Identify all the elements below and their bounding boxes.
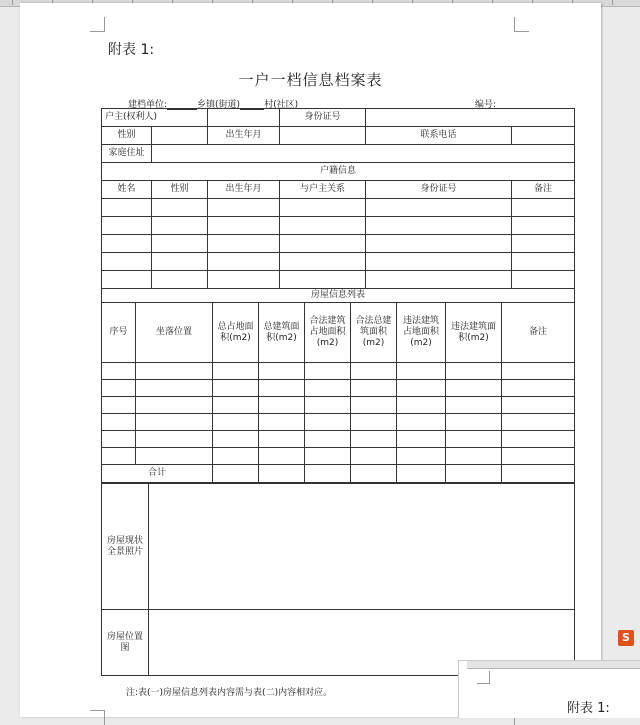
page-title: 一户一档信息档案表 [238, 71, 383, 89]
column-header: 总建筑面积(m2) [259, 303, 305, 363]
appendix-label: 附表 1: [108, 42, 155, 58]
owner-household-table [101, 108, 575, 289]
input-method-s-icon[interactable]: S [618, 630, 634, 646]
column-header: 备注 [512, 181, 575, 199]
next-page-ruler [467, 661, 640, 669]
panorama-photo-label: 房屋现状全景照片 [102, 484, 149, 610]
column-header: 性别 [152, 181, 208, 199]
housing-table [101, 288, 575, 483]
id-number-label: 身份证号 [280, 109, 366, 127]
column-header: 出生年月 [208, 181, 280, 199]
housing-header-row [102, 303, 575, 363]
table-row[interactable] [102, 414, 575, 431]
column-header: 违法建筑面积(m2) [446, 303, 502, 363]
column-header: 序号 [102, 303, 136, 363]
birth-date-value-cell[interactable] [280, 127, 366, 145]
column-header: 与户主关系 [280, 181, 366, 199]
phone-value-cell[interactable] [512, 127, 575, 145]
total-row[interactable] [102, 465, 575, 483]
column-header: 坐落位置 [136, 303, 213, 363]
margin-corner-bottom-left [90, 710, 105, 725]
owner-value-cell[interactable] [208, 109, 280, 127]
table-row[interactable] [102, 380, 575, 397]
gender-value-cell[interactable] [152, 127, 208, 145]
table-row[interactable] [102, 253, 575, 271]
total-label: 合计 [102, 465, 213, 483]
table-row[interactable] [102, 271, 575, 289]
next-page-margin-corner [477, 671, 490, 684]
column-header: 总占地面积(m2) [213, 303, 259, 363]
column-header: 备注 [502, 303, 575, 363]
table-row[interactable] [102, 448, 575, 465]
photo-location-table [101, 483, 575, 676]
margin-corner-top-right [514, 17, 529, 32]
margin-corner-top-left [90, 17, 105, 32]
number-label: 编号: [475, 100, 497, 110]
housing-section-title: 房屋信息列表 [102, 289, 575, 303]
column-header: 合法总建筑面积(m2) [351, 303, 397, 363]
column-header: 姓名 [102, 181, 152, 199]
location-map-label: 房屋位置图 [102, 610, 149, 676]
table-row[interactable] [102, 397, 575, 414]
id-number-value-cell[interactable] [366, 109, 575, 127]
footnote: 注:表(一)房屋信息列表内容需与表(二)内容相对应。 [126, 688, 333, 698]
household-section-title: 户籍信息 [102, 163, 575, 181]
village-label: 村(社区) [264, 100, 299, 110]
next-page-appendix-label: 附表 1: [567, 701, 610, 716]
birth-date-label: 出生年月 [208, 127, 280, 145]
town-label: 乡镇(街道) [197, 100, 241, 110]
table-row[interactable] [102, 431, 575, 448]
table-row[interactable] [102, 235, 575, 253]
filing-unit-label: 建档单位: [128, 100, 168, 110]
column-header: 身份证号 [366, 181, 512, 199]
table-row[interactable] [102, 217, 575, 235]
column-header: 违法建筑占地面积(m2) [397, 303, 446, 363]
column-header: 合法建筑占地面积(m2) [305, 303, 351, 363]
owner-label: 户主(权利人) [102, 109, 208, 127]
panorama-photo-cell[interactable] [149, 484, 575, 610]
gender-label: 性别 [102, 127, 152, 145]
address-value-cell[interactable] [152, 145, 575, 163]
household-header-row [102, 181, 575, 199]
table-row[interactable] [102, 199, 575, 217]
table-row[interactable] [102, 363, 575, 380]
phone-label: 联系电话 [366, 127, 512, 145]
address-label: 家庭住址 [102, 145, 152, 163]
next-page-preview[interactable] [458, 660, 640, 718]
document-page[interactable] [20, 3, 601, 717]
